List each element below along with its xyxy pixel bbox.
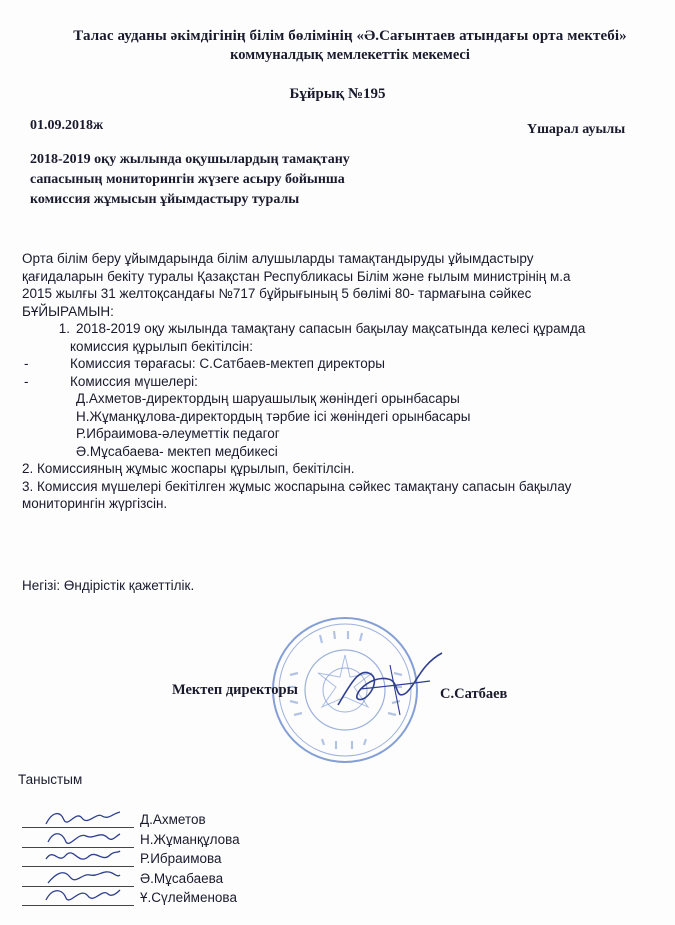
item-3-continuation: мониторингін жүргізсін. — [22, 496, 168, 511]
member-line: Ә.Мұсабаева- мектеп медбикесі — [76, 443, 278, 459]
signatory-name: С.Сатбаев — [440, 686, 508, 702]
intro-line: БҰЙЫРАМЫН: — [22, 303, 114, 319]
item-1-continuation: комиссия құрылып бекітілсін: — [70, 338, 254, 354]
order-place: Үшарал ауылы — [527, 122, 626, 137]
member-line: Р.Ибраимова-әлеуметтік педагог — [76, 426, 280, 441]
chairman-line — [22, 355, 662, 373]
item-2: 2. Комиссияның жұмыс жоспары құрылып, бекітілсін. — [22, 461, 355, 476]
basis-text: Негізі: Өндірістік қажеттілік. — [22, 578, 195, 593]
signatory-role: Мектеп директоры — [172, 682, 298, 698]
subject-line: комиссия жұмысын ұйымдастыру туралы — [30, 192, 300, 207]
item-1-text: 2018-2019 оқу жылында тамақтану сапасын бақылау мақсатында келесі құрамда — [76, 321, 586, 336]
item-1-number: 1. — [58, 321, 70, 336]
intro-line: қағидаларын бекіту туралы Қазақстан Республикасы Білім және ғылым министрінің м.а — [22, 268, 571, 284]
intro-line: Орта білім беру ұйымдарында білім алушыларды тамақтандыруды ұйымдастыру — [22, 251, 534, 266]
subject-line: сапасының мониторингін жүзеге асыру бойынша — [30, 172, 345, 187]
order-body — [22, 250, 662, 513]
list-dash: - — [24, 373, 29, 389]
list-dash: - — [24, 356, 29, 371]
members-label: Комиссия мүшелері: — [70, 373, 198, 389]
acknowledgement-name: Ұ.Сүлейменова — [140, 890, 237, 905]
order-title: Бұйрық №195 — [289, 86, 386, 102]
organization-header-subtitle: коммуналдық мемлекеттік мекемесі — [230, 47, 470, 63]
organization-header: Талас ауданы әкімдігінің білім бөлімінің «Ә.Сағынтаев атындағы орта мектебі» — [73, 28, 627, 44]
acknowledgement-list — [22, 812, 322, 910]
intro-line: 2015 жылғы 31 желтоқсандағы №717 бұйрығының 5 бөлімі 80- тармағына сәйкес — [22, 286, 532, 301]
order-subject — [30, 150, 450, 210]
chairman-text: Комиссия төрағасы: С.Сатбаев-мектеп директоры — [70, 356, 385, 371]
acknowledgement-label: Таныстым — [18, 772, 83, 787]
order-date: 01.09.2018ж — [30, 118, 104, 133]
subject-line: 2018-2019 оқу жылында оқушылардың тамақтану — [30, 152, 350, 167]
item-3: 3. Комиссия мүшелері бекітілген жұмыс жоспарына сәйкес тамақтану сапасын бақылау — [22, 478, 572, 494]
item-1 — [22, 320, 662, 338]
member-line: Д.Ахметов-директордың шаруашылық жөніндегі орынбасары — [76, 391, 460, 406]
acknowledgement-name: Р.Ибраимова — [140, 851, 222, 866]
members-label-line — [22, 373, 662, 391]
acknowledgement-name: Ә.Мұсабаева — [140, 870, 224, 886]
handwritten-signature — [42, 884, 122, 908]
acknowledgement-row — [22, 890, 322, 910]
acknowledgement-name: Н.Жұманқұлова — [140, 831, 240, 847]
director-signature — [330, 645, 450, 725]
acknowledgement-name: Д.Ахметов — [140, 812, 206, 827]
member-line: Н.Жұманқұлова-директордың тәрбие ісі жөніндегі орынбасары — [76, 408, 471, 424]
